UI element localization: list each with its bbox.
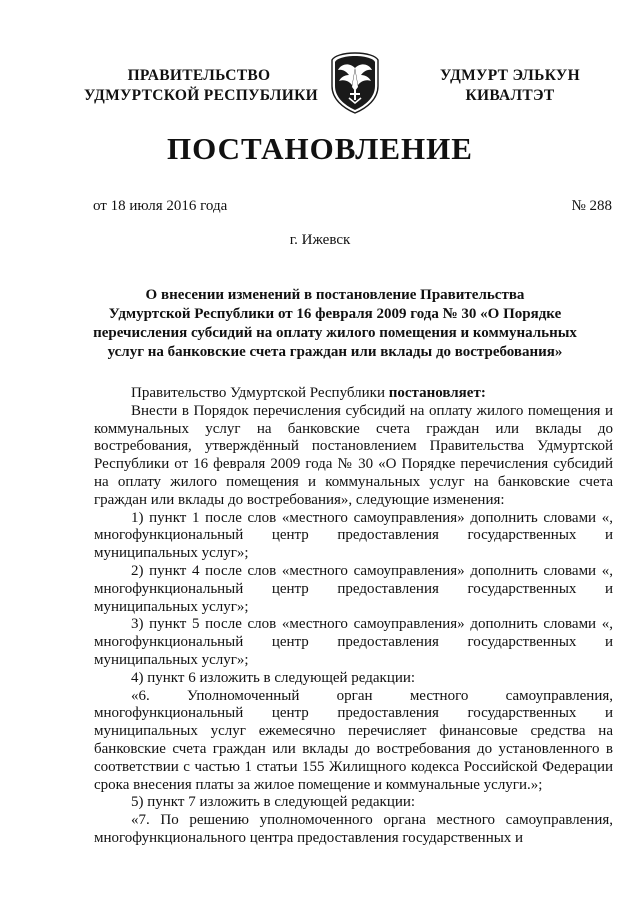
intro-bold: постановляет:: [388, 385, 486, 401]
body-paragraph: 4) пункт 6 изложить в следующей редакции:: [131, 669, 416, 686]
header-right-udm: [430, 66, 590, 106]
intro-text: Правительство Удмуртской Республики: [131, 385, 389, 401]
body-paragraph: Внести в Порядок перечисления субсидий на оплату жилого помещения и коммунальных услуг на банковские счета граждан или вклады до востребования, утверждённый постановлением Правительства Удмуртской Республики от 16 февраля 2009 года № 30 «О Порядке перечисления субсидий на оплату жилого помещения и коммунальных услуг на банковские счета граждан или вклады до востребования», следующие изменения:: [94, 402, 613, 508]
header-right-line1: УДМУРТ ЭЛЬКУН: [440, 67, 580, 84]
document-body: [94, 385, 613, 848]
body-paragraph: «7. По решению уполномоченного органа местного самоуправления, многофункционального центра предоставления государственных и: [94, 812, 613, 846]
coat-of-arms-emblem-icon: [329, 52, 381, 114]
header-right-line2: КИВАЛТЭТ: [465, 87, 555, 104]
intro-paragraph: [94, 385, 613, 403]
document-date: от 18 июля 2016 года: [93, 198, 228, 214]
subject-line: О внесении изменений в постановление Правительства: [145, 287, 525, 303]
header-left-line1: ПРАВИТЕЛЬСТВО: [127, 67, 271, 84]
header-left-ru: [84, 66, 319, 106]
subject-line: услуг на банковские счета граждан или вклады до востребования»: [107, 344, 563, 360]
document-subject: [90, 286, 580, 362]
document-number: № 288: [571, 198, 612, 214]
header-left-line2: УДМУРТСКОЙ РЕСПУБЛИКИ: [84, 87, 319, 104]
document-city: г. Ижевск: [289, 232, 351, 248]
document-title: ПОСТАНОВЛЕНИЕ: [167, 131, 473, 166]
subject-line: Удмуртской Республики от 16 февраля 2009 года № 30 «О Порядке: [108, 306, 562, 322]
body-paragraph: «6. Уполномоченный орган местного самоуправления, многофункциональный центр предоставления государственных и муниципальных услуг ежемесячно перечисляет финансовые средства на банковские счета граждан или вклады до востребования до установленного в соответствии с частью 1 статьи 155 Жилищного кодекса Российской Федерации срока внесения платы за жилое помещение и коммунальные услуги.»;: [94, 687, 613, 793]
body-paragraph: 1) пункт 1 после слов «местного самоуправления» дополнить словами «, многофункциональный центр предоставления государственных и муниципальных услуг»;: [94, 509, 613, 562]
subject-line: перечисления субсидий на оплату жилого помещения и коммунальных: [93, 325, 577, 341]
body-paragraph: 5) пункт 7 изложить в следующей редакции:: [131, 794, 416, 811]
body-paragraph: 2) пункт 4 после слов «местного самоуправления» дополнить словами «, многофункциональный центр предоставления государственных и муниципальных услуг»;: [94, 562, 613, 615]
body-paragraph: 3) пункт 5 после слов «местного самоуправления» дополнить словами «, многофункциональный центр предоставления государственных и муниципальных услуг»;: [94, 616, 613, 668]
